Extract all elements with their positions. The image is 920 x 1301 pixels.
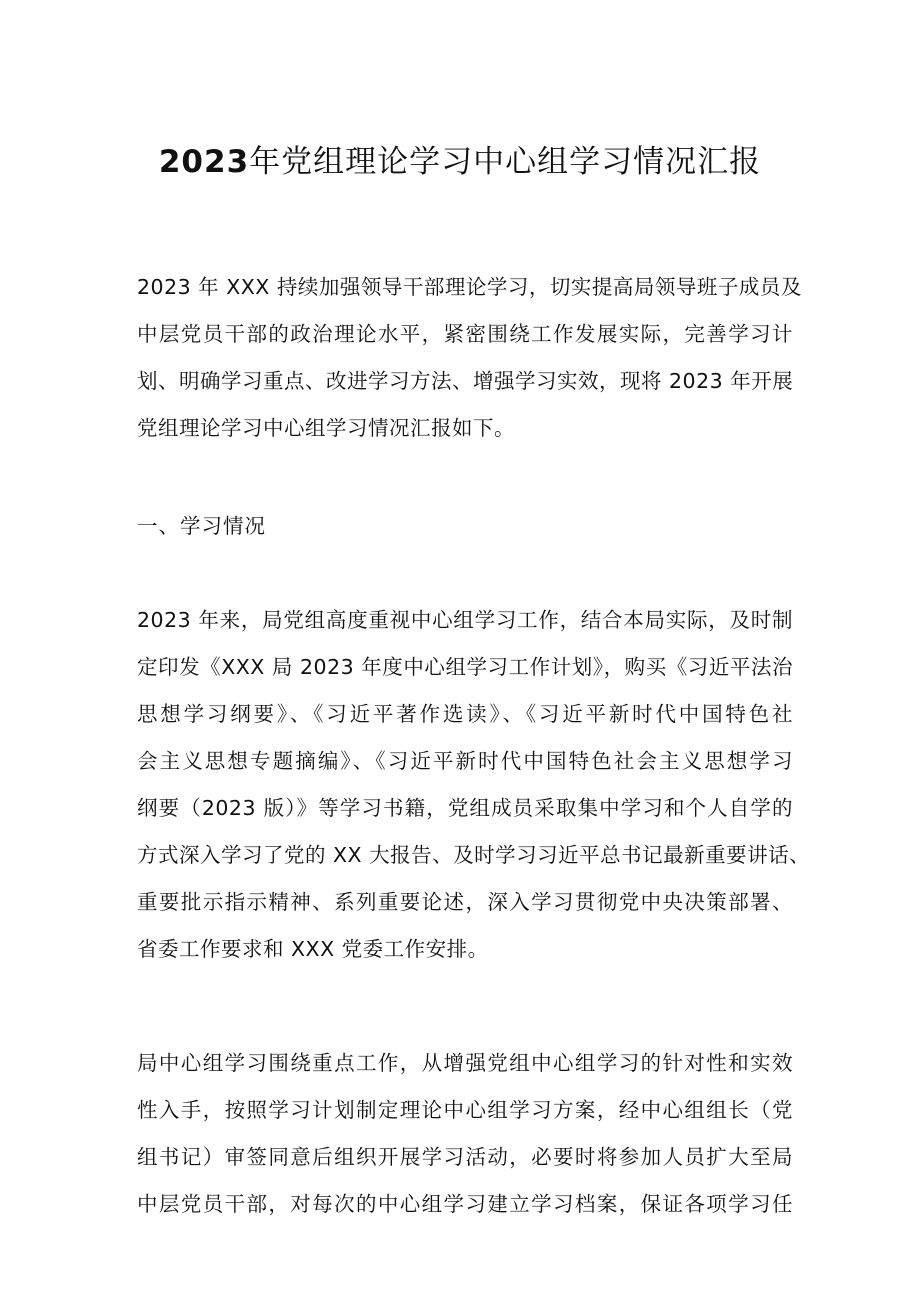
- paragraph-line: 中层党员干部，对每次的中心组学习建立学习档案，保证各项学习任: [137, 1192, 793, 1216]
- intro-line: 划、明确学习重点、改进学习方法、增强学习实效，现将 2023 年开展: [137, 369, 794, 393]
- paragraph-line: 性入手，按照学习计划制定理论中心组学习方案，经中心组组长（党: [137, 1098, 793, 1122]
- intro-line: 2023 年 XXX 持续加强领导干部理论学习，切实提高局领导班子成员及: [137, 275, 802, 299]
- title-year: 2023: [158, 144, 250, 180]
- paragraph-line: 重要批示指示精神、系列重要论述，深入学习贯彻党中央决策部署、: [137, 890, 793, 914]
- intro-line: 中层党员干部的政治理论水平，紧密围绕工作发展实际，完善学习计: [137, 322, 793, 346]
- paragraph-line: 2023 年来，局党组高度重视中心组学习工作，结合本局实际，及时制: [137, 608, 793, 632]
- paragraph-line: 会主义思想专题摘编》、《习近平新时代中国特色社会主义思想学习: [137, 749, 793, 773]
- paragraph-line: 组书记）审签同意后组织开展学习活动，必要时将参加人员扩大至局: [137, 1145, 793, 1169]
- title-text: 年党组理论学习中心组学习情况汇报: [249, 144, 762, 180]
- paragraph-line: 省委工作要求和 XXX 党委工作安排。: [137, 937, 489, 961]
- section-heading: 一、学习情况: [137, 514, 266, 538]
- intro-paragraph: [137, 264, 802, 452]
- document-title: [100, 140, 820, 184]
- paragraph-line: 定印发《XXX 局 2023 年度中心组学习工作计划》，购买《习近平法治: [137, 655, 793, 679]
- paragraph-line: 纲要（2023 版）》等学习书籍，党组成员采取集中学习和个人自学的: [137, 796, 793, 820]
- paragraph-line: 思想学习纲要》、《习近平著作选读》、《习近平新时代中国特色社: [137, 702, 793, 726]
- paragraph-line: 方式深入学习了党的 XX 大报告、及时学习习近平总书记最新重要讲话、: [137, 843, 811, 867]
- intro-line: 党组理论学习中心组学习情况汇报如下。: [137, 416, 515, 440]
- paragraph-line: 局中心组学习围绕重点工作，从增强党组中心组学习的针对性和实效: [137, 1051, 793, 1075]
- section1-paragraph-2: [137, 1040, 793, 1228]
- section1-paragraph-1: [137, 597, 811, 973]
